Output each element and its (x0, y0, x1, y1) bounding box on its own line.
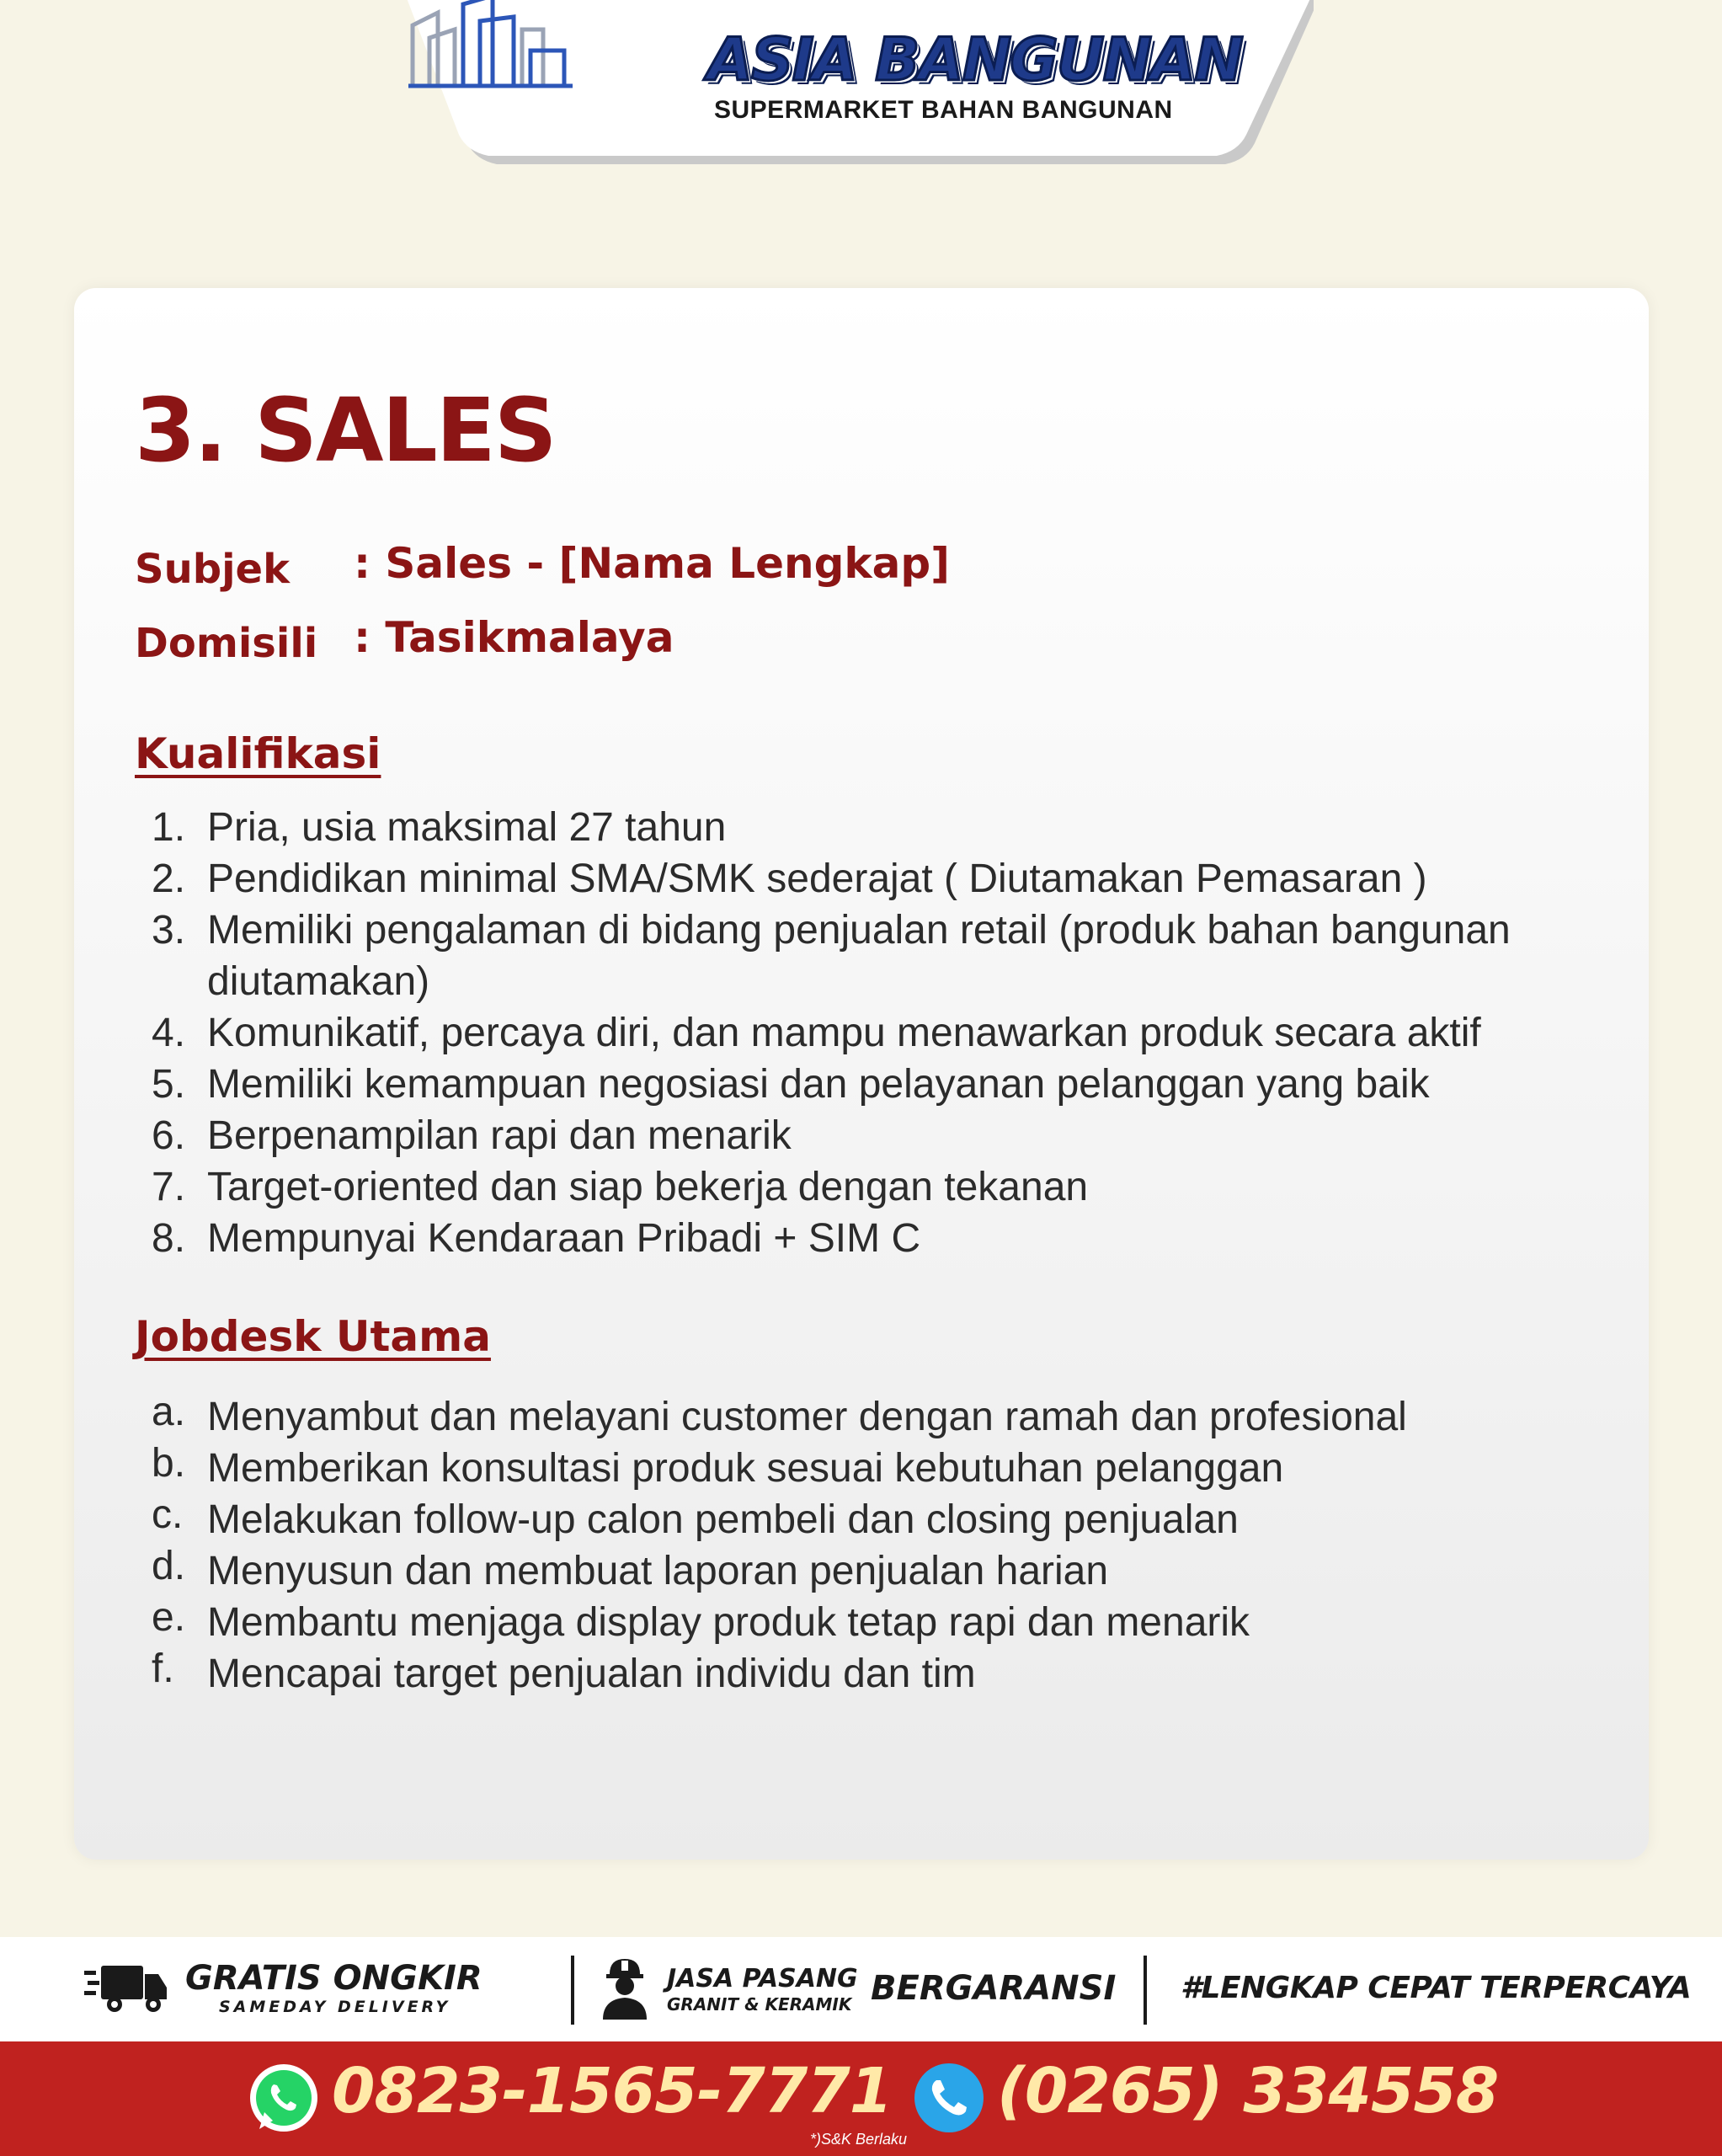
list-marker: d. (152, 1544, 186, 1588)
phone-icon[interactable] (913, 2062, 985, 2134)
list-item (152, 1059, 1583, 1110)
whatsapp-icon[interactable] (248, 2062, 320, 2134)
footer-divider (571, 1956, 574, 2025)
brand-name: ASIA BANGUNAN (707, 25, 1242, 94)
shipping-title: GRATIS ONGKIR (185, 1959, 482, 1998)
hashtag-slogan: #LENGKAP CEPAT TERPERCAYA (1181, 1971, 1692, 2005)
list-marker: 3. (152, 908, 186, 953)
subject-value: : Sales - [Nama Lengkap] (354, 539, 951, 588)
qualifications-heading: Kualifikasi (135, 729, 381, 778)
list-marker: 2. (152, 857, 186, 901)
list-item (152, 1110, 1583, 1161)
list-item (152, 1443, 1583, 1494)
guarantee-label: BERGARANSI (871, 1969, 1117, 2008)
list-marker: 4. (152, 1011, 186, 1055)
truck-icon (84, 1962, 168, 2016)
jobdesk-list (152, 1391, 1583, 1700)
list-item-text: Komunikatif, percaya diri, dan mampu menawarkan produk secara aktif (207, 1011, 1481, 1055)
list-marker: 8. (152, 1216, 186, 1261)
building-logo-icon (404, 0, 581, 93)
list-marker: b. (152, 1441, 186, 1486)
list-item-text: Memiliki pengalaman di bidang penjualan retail (produk bahan bangunan diutamakan) (207, 908, 1511, 1004)
list-item-text: Menyambut dan melayani customer dengan ramah dan profesional (207, 1395, 1407, 1439)
list-item-text: Menyusun dan membuat laporan penjualan harian (207, 1549, 1109, 1593)
list-item (152, 1597, 1583, 1648)
footer-divider (1144, 1956, 1147, 2025)
list-item-text: Pria, usia maksimal 27 tahun (207, 805, 727, 850)
domicile-label: Domisili (135, 620, 318, 667)
domicile-value: : Tasikmalaya (354, 613, 674, 662)
list-marker: e. (152, 1595, 186, 1640)
qualifications-list (152, 802, 1583, 1264)
list-item-text: Melakukan follow-up calon pembeli dan closing penjualan (207, 1497, 1239, 1542)
install-title: JASA PASANG (667, 1964, 858, 1993)
list-marker: c. (152, 1492, 184, 1537)
terms-note: *)S&K Berlaku (810, 2131, 908, 2148)
subject-label: Subjek (135, 546, 291, 593)
list-marker: f. (152, 1646, 174, 1691)
list-item-text: Memiliki kemampuan negosiasi dan pelayanan pelanggan yang baik (207, 1062, 1430, 1107)
list-marker: 5. (152, 1062, 186, 1107)
list-item (152, 1648, 1583, 1700)
phone-number[interactable]: (0265) 334558 (997, 2055, 1499, 2127)
list-marker: a. (152, 1390, 186, 1434)
list-item-text: Membantu menjaga display produk tetap rapi dan menarik (207, 1600, 1250, 1645)
brand-tagline: SUPERMARKET BAHAN BANGUNAN (714, 96, 1173, 124)
list-item-text: Memberikan konsultasi produk sesuai kebutuhan pelanggan (207, 1446, 1284, 1491)
list-item (152, 1161, 1583, 1213)
job-title: 3. SALES (135, 379, 556, 482)
whatsapp-number[interactable]: 0823-1565-7771 (332, 2055, 893, 2127)
list-marker: 1. (152, 805, 186, 850)
list-item-text: Mencapai target penjualan individu dan tim (207, 1652, 976, 1696)
list-item (152, 1007, 1583, 1059)
list-item (152, 853, 1583, 905)
list-item (152, 1494, 1583, 1545)
list-item (152, 1545, 1583, 1597)
list-marker: 6. (152, 1113, 186, 1158)
list-item-text: Pendidikan minimal SMA/SMK sederajat ( Diutamakan Pemasaran ) (207, 857, 1427, 901)
shipping-subtitle: SAMEDAY DELIVERY (219, 1998, 451, 2016)
list-item-text: Mempunyai Kendaraan Pribadi + SIM C (207, 1216, 921, 1261)
jobdesk-heading: Jobdesk Utama (135, 1312, 491, 1361)
list-item (152, 802, 1583, 853)
list-item (152, 905, 1583, 1007)
list-item-text: Berpenampilan rapi dan menarik (207, 1113, 792, 1158)
list-item (152, 1391, 1583, 1443)
list-item-text: Target-oriented dan siap bekerja dengan tekanan (207, 1165, 1089, 1209)
list-item (152, 1213, 1583, 1264)
worker-icon (600, 1956, 650, 2020)
install-subtitle: GRANIT & KERAMIK (667, 1994, 852, 2015)
list-marker: 7. (152, 1165, 186, 1209)
header-logo-tab (404, 0, 1314, 168)
